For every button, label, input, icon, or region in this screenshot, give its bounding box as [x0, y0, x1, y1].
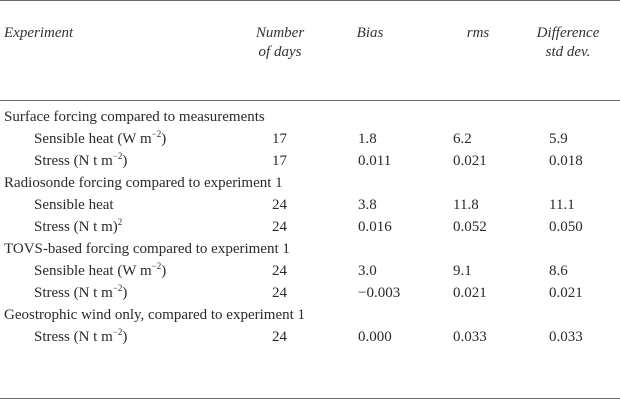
cell-std-dev: 0.033 [549, 329, 583, 345]
cell-std-dev: 0.018 [549, 153, 583, 169]
cell-std-dev: 8.6 [549, 263, 568, 279]
header-experiment: Experiment [4, 25, 74, 41]
cell-days: 24 [272, 219, 287, 235]
cell-rms: 11.8 [453, 197, 479, 213]
top-rule [0, 0, 620, 1]
row-label: Sensible heat (W $m^{-2}$) [34, 261, 167, 279]
cell-days: 24 [272, 263, 287, 279]
cell-days: 24 [272, 329, 287, 345]
cell-rms: 0.021 [453, 285, 487, 301]
header-rms: rms [466, 25, 490, 41]
cell-bias: 0.016 [358, 219, 392, 235]
table-row [0, 128, 620, 150]
cell-days: 17 [272, 131, 287, 147]
cell-bias: 0.000 [358, 329, 392, 345]
cell-rms: 0.052 [453, 219, 487, 235]
cell-days: 24 [272, 197, 287, 213]
section-geostrophic-wind [0, 304, 620, 348]
row-label: Stress (N t $m^{-2}$) [34, 151, 128, 169]
section-surface-forcing [0, 106, 620, 172]
row-label: Stress (N t m)$^2$ [34, 217, 123, 235]
row-label: Sensible heat (W $m^{-2}$) [34, 129, 167, 147]
cell-std-dev: 0.021 [549, 285, 583, 301]
section-title: TOVS-based forcing compared to experiment 1 [4, 241, 290, 257]
table-row [0, 150, 620, 172]
cell-std-dev: 11.1 [549, 197, 575, 213]
cell-rms: 6.2 [453, 131, 472, 147]
section-title: Radiosonde forcing compared to experiment 1 [4, 175, 283, 191]
row-label: Stress (N t $m^{-2}$) [34, 283, 128, 301]
cell-rms: 0.021 [453, 153, 487, 169]
cell-std-dev: 5.9 [549, 131, 568, 147]
cell-days: 17 [272, 153, 287, 169]
table-row [0, 216, 620, 238]
table-row [0, 194, 620, 216]
section-title: Geostrophic wind only, compared to experiment 1 [4, 307, 306, 323]
section-tovs-forcing [0, 238, 620, 304]
section-title: Surface forcing compared to measurements [4, 109, 265, 125]
header-rule [0, 100, 620, 101]
header-bias: Bias [356, 25, 384, 41]
table-body [0, 106, 620, 348]
cell-bias: 3.8 [358, 197, 377, 213]
table-row [0, 282, 620, 304]
cell-rms: 0.033 [453, 329, 487, 345]
cell-std-dev: 0.050 [549, 219, 583, 235]
cell-bias: 3.0 [358, 263, 377, 279]
cell-rms: 9.1 [453, 263, 472, 279]
cell-bias: 0.011 [358, 153, 392, 169]
row-label: Sensible heat [34, 197, 114, 213]
section-radiosonde-forcing [0, 172, 620, 238]
cell-bias: −0.003 [358, 285, 401, 301]
cell-days: 24 [272, 285, 287, 301]
cell-bias: 1.8 [358, 131, 377, 147]
row-label: Stress (N t $m^{-2}$) [34, 327, 128, 345]
header-difference-std-dev: Difference std dev. [536, 25, 600, 60]
table-row [0, 260, 620, 282]
bottom-rule [0, 398, 620, 399]
header-number-of-days: Number of days [255, 25, 305, 60]
table-row [0, 326, 620, 348]
